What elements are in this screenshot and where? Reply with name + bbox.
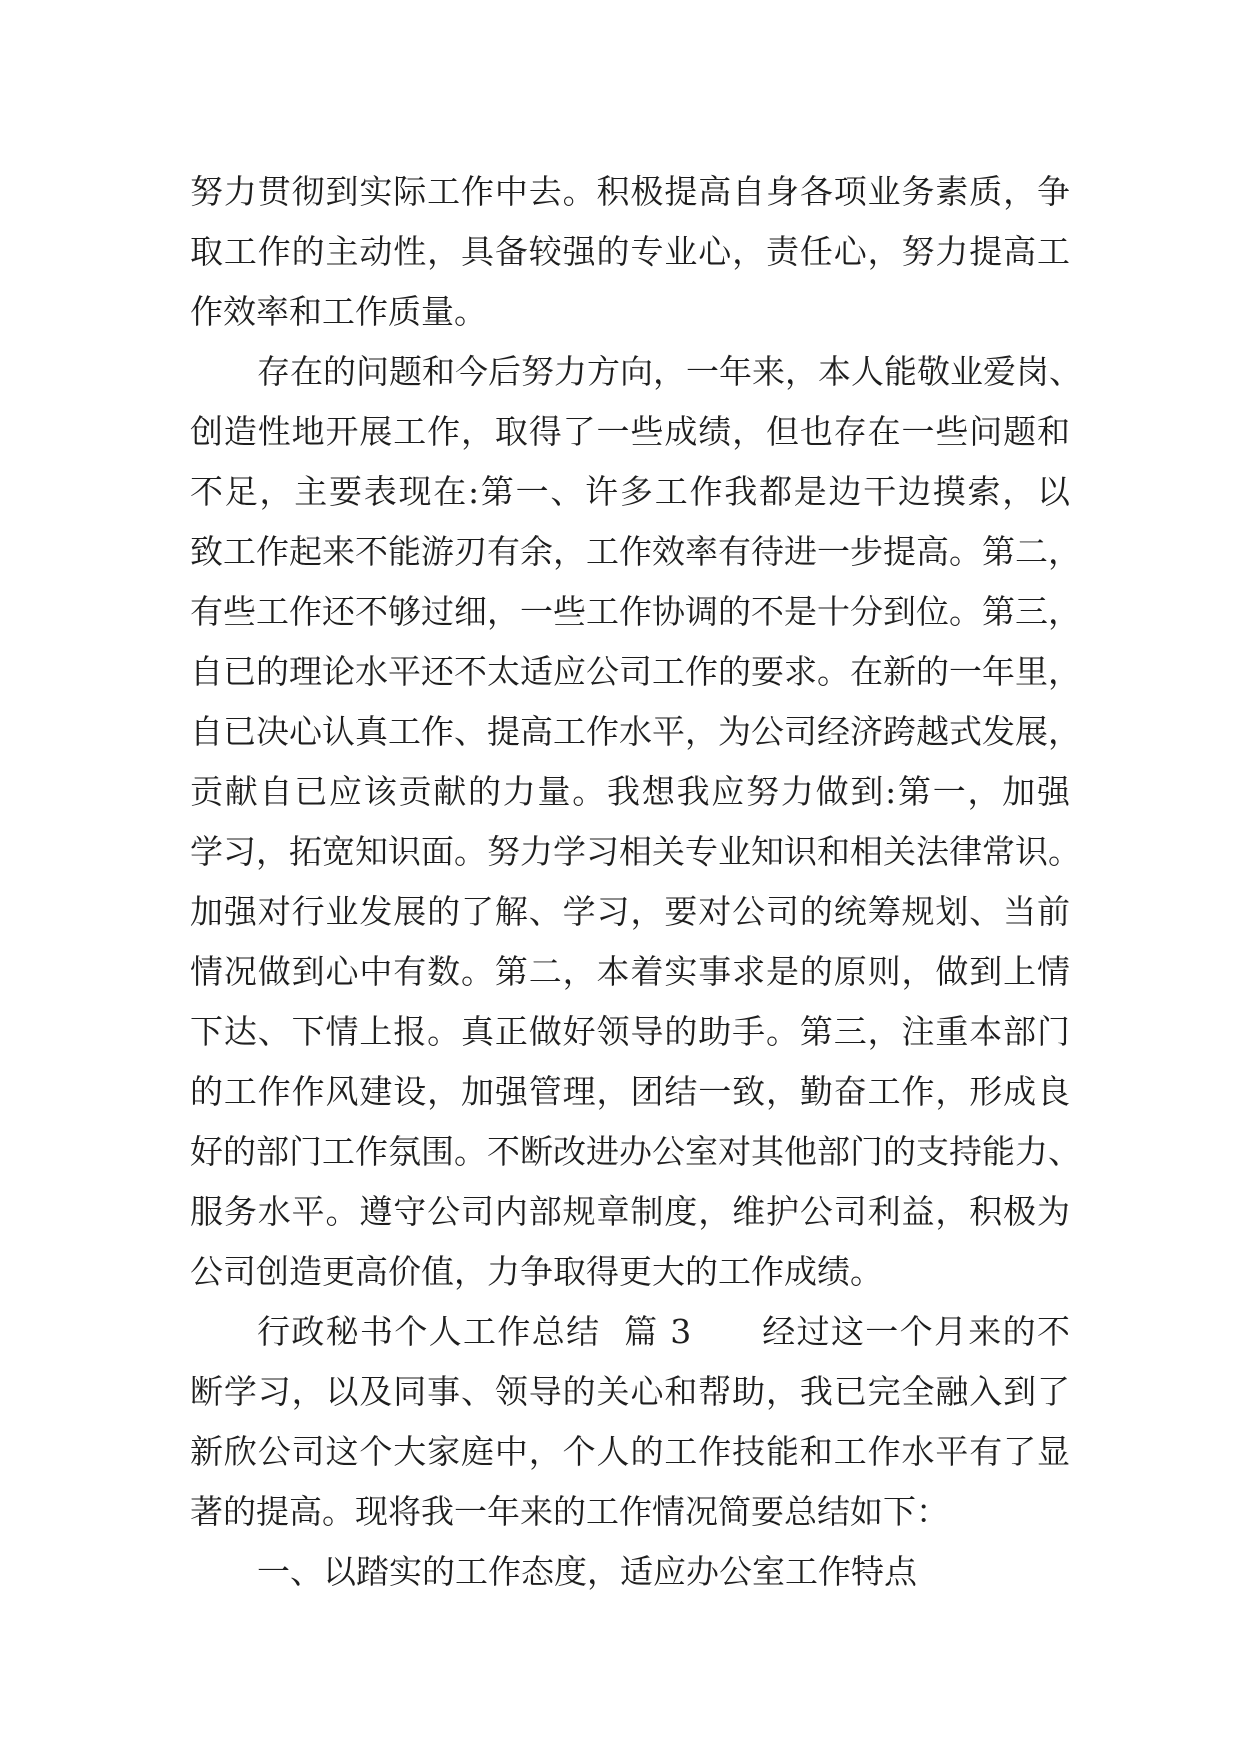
body-text <box>190 162 1082 1602</box>
text-line: 有些工作还不够过细，一些工作协调的不是十分到位。第三， <box>190 592 1081 631</box>
text-line: 学习，拓宽知识面。努力学习相关专业知识和相关法律常识。 <box>190 832 1081 871</box>
text-line: 的工作作风建设，加强管理，团结一致，勤奋工作，形成良 <box>190 1072 1070 1111</box>
text-line: 取工作的主动性，具备较强的专业心，责任心，努力提高工 <box>190 232 1070 271</box>
text-line: 下达、下情上报。真正做好领导的助手。第三，注重本部门 <box>190 1012 1070 1051</box>
text-line: 存在的问题和今后努力方向，一年来，本人能敬业爱岗、 <box>257 352 1082 391</box>
text-line: 加强对行业发展的了解、学习，要对公司的统筹规划、当前 <box>190 892 1070 931</box>
text-line: 公司创造更高价值，力争取得更大的工作成绩。 <box>190 1252 883 1291</box>
text-line: 服务水平。遵守公司内部规章制度，维护公司利益，积极为 <box>190 1192 1070 1231</box>
text-line: 一、以踏实的工作态度，适应办公室工作特点 <box>257 1552 917 1591</box>
text-line: 行政秘书个人工作总结 篇 3 经过这一个月来的不 <box>257 1312 1070 1351</box>
text-line: 新欣公司这个大家庭中，个人的工作技能和工作水平有了显 <box>190 1432 1070 1471</box>
text-line: 著的提高。现将我一年来的工作情况简要总结如下： <box>190 1492 949 1531</box>
text-line: 致工作起来不能游刃有余，工作效率有待进一步提高。第二， <box>190 532 1081 571</box>
text-line: 断学习，以及同事、领导的关心和帮助，我已完全融入到了 <box>190 1372 1070 1411</box>
text-line: 自已的理论水平还不太适应公司工作的要求。在新的一年里， <box>190 652 1081 691</box>
text-line: 好的部门工作氛围。不断改进办公室对其他部门的支持能力、 <box>190 1132 1081 1171</box>
text-line: 情况做到心中有数。第二，本着实事求是的原则，做到上情 <box>190 952 1070 991</box>
text-line: 贡献自已应该贡献的力量。我想我应努力做到:第一，加强 <box>190 772 1070 811</box>
text-line: 自已决心认真工作、提高工作水平，为公司经济跨越式发展， <box>190 712 1081 751</box>
text-line: 努力贯彻到实际工作中去。积极提高自身各项业务素质，争 <box>190 172 1070 211</box>
text-line: 创造性地开展工作，取得了一些成绩，但也存在一些问题和 <box>190 412 1070 451</box>
text-line: 不足，主要表现在:第一、许多工作我都是边干边摸索，以 <box>190 472 1070 511</box>
text-line: 作效率和工作质量。 <box>190 292 487 331</box>
